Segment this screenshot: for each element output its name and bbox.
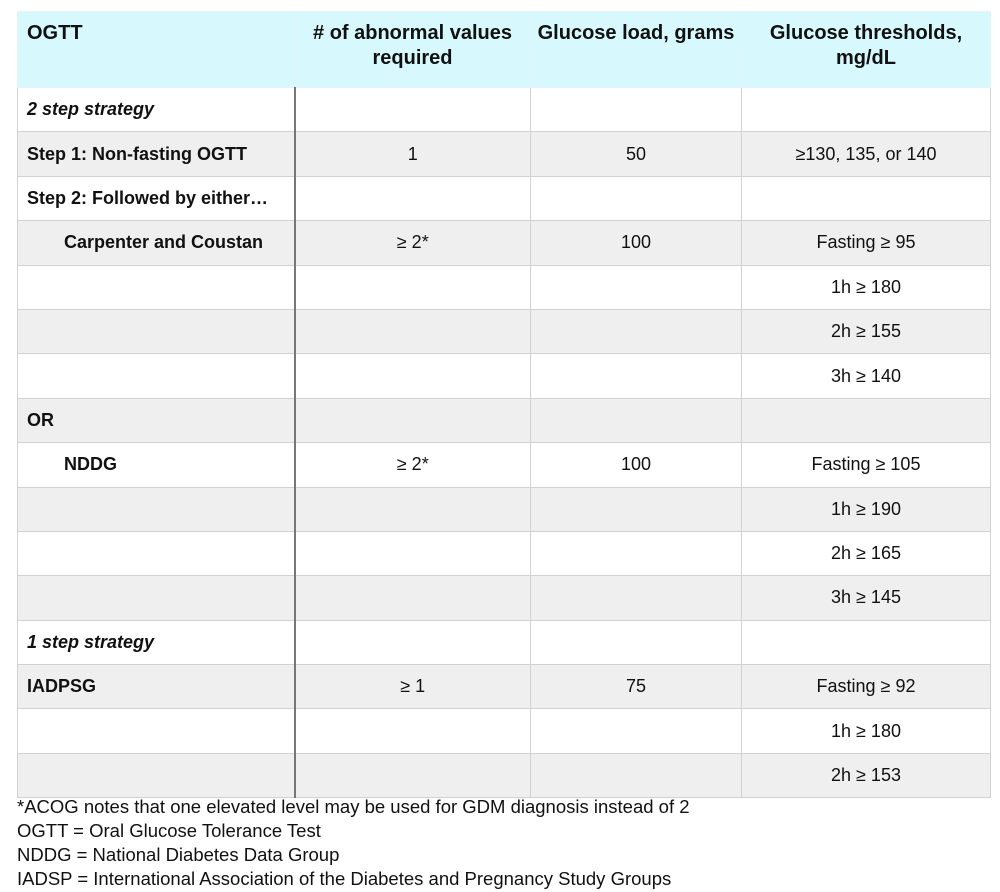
abnormal-cell: [295, 88, 531, 132]
row-label: IADPSG: [18, 665, 295, 709]
table-row: [18, 753, 991, 797]
table-row: [18, 265, 991, 309]
load-cell: [531, 753, 742, 797]
row-label: [18, 487, 295, 531]
threshold-cell: 1h ≥ 180: [742, 265, 991, 309]
table-row: [18, 398, 991, 442]
table-row: [18, 665, 991, 709]
abnormal-cell: [295, 309, 531, 353]
header-glucose-thresholds: Glucose thresholds, mg/dL: [742, 12, 991, 88]
load-cell: [531, 309, 742, 353]
header-abnormal-values: # of abnormal values required: [295, 12, 531, 88]
load-cell: 50: [531, 132, 742, 176]
table-row: [18, 88, 991, 132]
abnormal-cell: [295, 709, 531, 753]
header-glucose-load: Glucose load, grams: [531, 12, 742, 88]
threshold-cell: ≥130, 135, or 140: [742, 132, 991, 176]
load-cell: [531, 398, 742, 442]
load-cell: [531, 531, 742, 575]
threshold-cell: [742, 398, 991, 442]
abnormal-cell: ≥ 1: [295, 665, 531, 709]
load-cell: 100: [531, 221, 742, 265]
table-row: [18, 576, 991, 620]
abnormal-cell: [295, 620, 531, 664]
load-cell: [531, 620, 742, 664]
row-label: [18, 709, 295, 753]
abnormal-cell: ≥ 2*: [295, 443, 531, 487]
abnormal-cell: 1: [295, 132, 531, 176]
table-row: [18, 487, 991, 531]
load-cell: [531, 709, 742, 753]
row-label: OR: [18, 398, 295, 442]
threshold-cell: 2h ≥ 165: [742, 531, 991, 575]
abnormal-cell: [295, 354, 531, 398]
row-label: [18, 531, 295, 575]
abnormal-cell: [295, 265, 531, 309]
threshold-cell: 2h ≥ 155: [742, 309, 991, 353]
row-label: Carpenter and Coustan: [18, 221, 295, 265]
load-cell: [531, 88, 742, 132]
footnote-iadsp: IADSP = International Association of the Diabetes and Pregnancy Study Groups: [17, 868, 672, 889]
row-label: Step 2: Followed by either…: [18, 176, 295, 220]
row-label: Step 1: Non-fasting OGTT: [18, 132, 295, 176]
load-cell: [531, 265, 742, 309]
threshold-cell: 3h ≥ 140: [742, 354, 991, 398]
load-cell: 75: [531, 665, 742, 709]
table-row: [18, 221, 991, 265]
row-label: [18, 753, 295, 797]
threshold-cell: 1h ≥ 190: [742, 487, 991, 531]
load-cell: [531, 354, 742, 398]
table-row: [18, 531, 991, 575]
load-cell: [531, 176, 742, 220]
row-label: [18, 576, 295, 620]
row-label: 1 step strategy: [18, 620, 295, 664]
table-row: [18, 620, 991, 664]
threshold-cell: Fasting ≥ 92: [742, 665, 991, 709]
abnormal-cell: [295, 176, 531, 220]
footnote-nddg: NDDG = National Diabetes Data Group: [17, 844, 340, 865]
abnormal-cell: [295, 487, 531, 531]
abnormal-cell: [295, 398, 531, 442]
threshold-cell: [742, 176, 991, 220]
footnote-ogtt: OGTT = Oral Glucose Tolerance Test: [17, 820, 321, 841]
table-row: [18, 443, 991, 487]
table-row: [18, 176, 991, 220]
abnormal-cell: ≥ 2*: [295, 221, 531, 265]
abnormal-cell: [295, 531, 531, 575]
threshold-cell: 2h ≥ 153: [742, 753, 991, 797]
header-ogtt: OGTT: [18, 12, 295, 88]
threshold-cell: 1h ≥ 180: [742, 709, 991, 753]
table-row: [18, 354, 991, 398]
table-row: [18, 709, 991, 753]
table-row: [18, 132, 991, 176]
row-label: NDDG: [18, 443, 295, 487]
threshold-cell: 3h ≥ 145: [742, 576, 991, 620]
footnote-acog: *ACOG notes that one elevated level may be used for GDM diagnosis instead of 2: [17, 796, 690, 817]
threshold-cell: [742, 620, 991, 664]
footnotes: [17, 795, 977, 891]
row-label: 2 step strategy: [18, 88, 295, 132]
table-row: [18, 309, 991, 353]
load-cell: [531, 576, 742, 620]
load-cell: 100: [531, 443, 742, 487]
threshold-cell: Fasting ≥ 95: [742, 221, 991, 265]
row-label: [18, 265, 295, 309]
threshold-cell: Fasting ≥ 105: [742, 443, 991, 487]
row-label: [18, 309, 295, 353]
load-cell: [531, 487, 742, 531]
abnormal-cell: [295, 576, 531, 620]
table-header-row: [18, 12, 991, 88]
threshold-cell: [742, 88, 991, 132]
abnormal-cell: [295, 753, 531, 797]
ogtt-criteria-table: [17, 11, 991, 798]
row-label: [18, 354, 295, 398]
